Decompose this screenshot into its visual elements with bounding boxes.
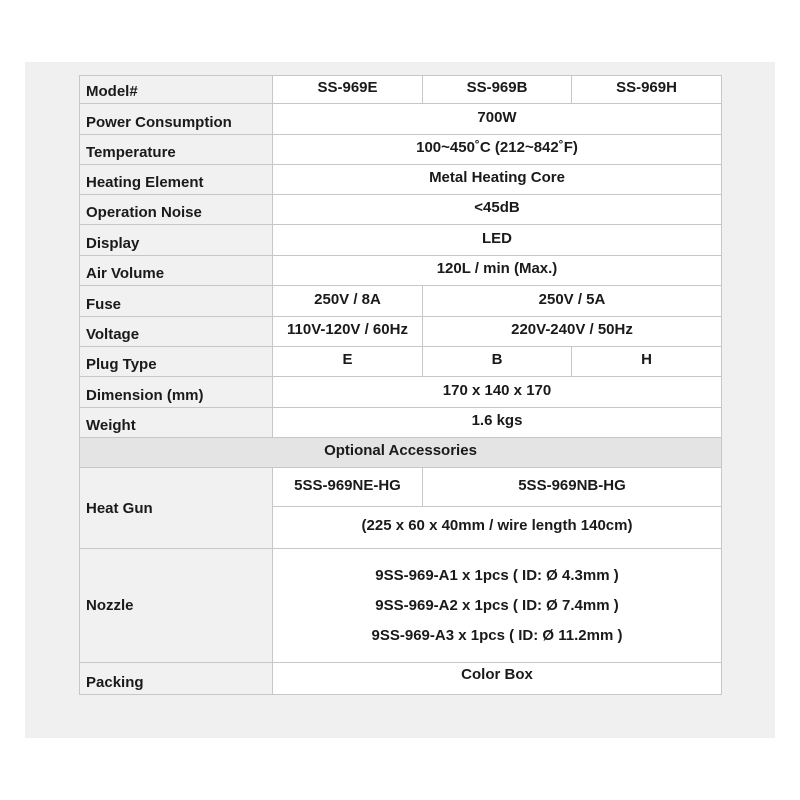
label-temperature: Temperature bbox=[80, 135, 273, 165]
value-heat-gun-bh: 5SS-969NB-HG bbox=[423, 468, 722, 507]
label-model: Model# bbox=[80, 76, 273, 104]
value-heat-gun-e: 5SS-969NE-HG bbox=[273, 468, 423, 507]
model-e: SS-969E bbox=[273, 76, 423, 104]
row-operation-noise bbox=[80, 195, 722, 225]
value-voltage-e: 110V-120V / 60Hz bbox=[273, 317, 423, 347]
value-plug-e: E bbox=[273, 347, 423, 377]
value-display: LED bbox=[273, 225, 722, 256]
label-dimension: Dimension (mm) bbox=[80, 377, 273, 408]
row-display bbox=[80, 225, 722, 256]
value-fuse-bh: 250V / 5A bbox=[423, 286, 722, 317]
value-packing: Color Box bbox=[273, 663, 722, 695]
model-h: SS-969H bbox=[572, 76, 722, 104]
model-b: SS-969B bbox=[423, 76, 572, 104]
spec-table bbox=[79, 75, 722, 695]
row-plug-type bbox=[80, 347, 722, 377]
label-voltage: Voltage bbox=[80, 317, 273, 347]
value-plug-b: B bbox=[423, 347, 572, 377]
row-dimension bbox=[80, 377, 722, 408]
row-weight bbox=[80, 408, 722, 438]
value-heat-gun-spec: (225 x 60 x 40mm / wire length 140cm) bbox=[273, 507, 722, 549]
value-operation-noise: <45dB bbox=[273, 195, 722, 225]
row-air-volume bbox=[80, 256, 722, 286]
label-plug-type: Plug Type bbox=[80, 347, 273, 377]
row-nozzle bbox=[80, 549, 722, 663]
nozzle-item-a3: 9SS-969-A3 x 1pcs ( ID: Ø 11.2mm ) bbox=[371, 626, 623, 644]
label-packing: Packing bbox=[80, 663, 273, 695]
row-packing bbox=[80, 663, 722, 695]
value-plug-h: H bbox=[572, 347, 722, 377]
label-fuse: Fuse bbox=[80, 286, 273, 317]
nozzle-item-a1: 9SS-969-A1 x 1pcs ( ID: Ø 4.3mm ) bbox=[375, 566, 619, 584]
row-fuse bbox=[80, 286, 722, 317]
nozzle-item-a2: 9SS-969-A2 x 1pcs ( ID: Ø 7.4mm ) bbox=[375, 596, 619, 614]
value-dimension: 170 x 140 x 170 bbox=[273, 377, 722, 408]
value-fuse-e: 250V / 8A bbox=[273, 286, 423, 317]
label-operation-noise: Operation Noise bbox=[80, 195, 273, 225]
value-air-volume: 120L / min (Max.) bbox=[273, 256, 722, 286]
row-temperature bbox=[80, 135, 722, 165]
row-power bbox=[80, 104, 722, 135]
label-power: Power Consumption bbox=[80, 104, 273, 135]
label-display: Display bbox=[80, 225, 273, 256]
row-optional-accessories bbox=[80, 438, 722, 468]
row-heating-element bbox=[80, 165, 722, 195]
value-weight: 1.6 kgs bbox=[273, 408, 722, 438]
label-weight: Weight bbox=[80, 408, 273, 438]
label-air-volume: Air Volume bbox=[80, 256, 273, 286]
label-heating-element: Heating Element bbox=[80, 165, 273, 195]
value-voltage-bh: 220V-240V / 50Hz bbox=[423, 317, 722, 347]
value-power: 700W bbox=[273, 104, 722, 135]
value-nozzle-list bbox=[273, 549, 722, 663]
label-heat-gun: Heat Gun bbox=[80, 468, 273, 549]
row-voltage bbox=[80, 317, 722, 347]
section-optional-accessories: Optional Accessories bbox=[80, 438, 722, 468]
value-heating-element: Metal Heating Core bbox=[273, 165, 722, 195]
label-nozzle: Nozzle bbox=[80, 549, 273, 663]
row-model bbox=[80, 76, 722, 104]
value-temperature: 100~450˚C (212~842˚F) bbox=[273, 135, 722, 165]
row-heat-gun-models bbox=[80, 468, 722, 507]
